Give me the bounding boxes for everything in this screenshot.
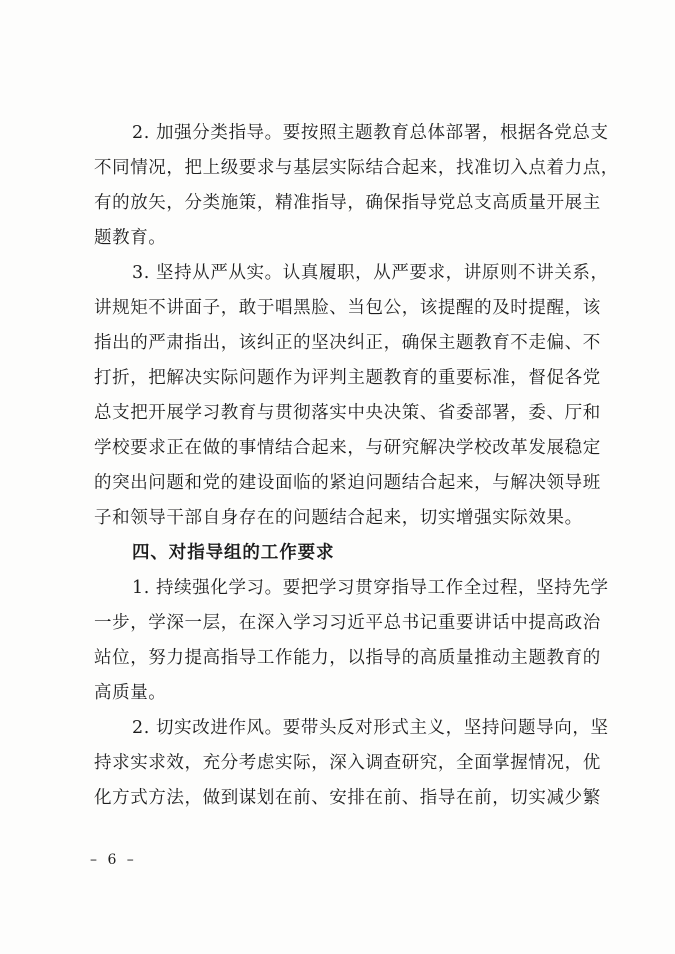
paragraph-line: 题教育。 bbox=[94, 228, 167, 248]
paragraph-line: 子和领导干部自身存在的问题结合起来，切实增强实际效果。 bbox=[94, 508, 583, 528]
paragraph-line: 的突出问题和党的建设面临的紧迫问题结合起来，与解决领导班 bbox=[94, 473, 601, 493]
paragraph-line: 一步，学深一层，在深入学习习近平总书记重要讲话中提高政治 bbox=[94, 613, 601, 633]
paragraph-line: 总支把开展学习教育与贯彻落实中央决策、省委部署，委、厅和 bbox=[94, 403, 601, 423]
paragraph-line: 站位，努力提高指导工作能力，以指导的高质量推动主题教育的 bbox=[94, 648, 601, 668]
paragraph-line: 有的放矢，分类施策，精准指导，确保指导党总支高质量开展主 bbox=[94, 193, 601, 213]
paragraph-line: 2. 加强分类指导。要按照主题教育总体部署，根据各党总支 bbox=[132, 123, 609, 143]
paragraph-line: 不同情况，把上级要求与基层实际结合起来，找准切入点着力点， bbox=[94, 158, 619, 178]
paragraph-line: 打折，把解决实际问题作为评判主题教育的重要标准，督促各党 bbox=[94, 368, 601, 388]
paragraph-line: 持求实求效，充分考虑实际，深入调查研究，全面掌握情况，优 bbox=[94, 753, 601, 773]
paragraph-line: 高质量。 bbox=[94, 683, 167, 703]
paragraph-line: 化方式方法，做到谋划在前、安排在前、指导在前，切实减少繁 bbox=[94, 788, 601, 808]
page-number: – 6 – bbox=[90, 852, 137, 868]
paragraph-line: 讲规矩不讲面子，敢于唱黑脸、当包公，该提醒的及时提醒，该 bbox=[94, 298, 601, 318]
paragraph-line: 指出的严肃指出，该纠正的坚决纠正，确保主题教育不走偏、不 bbox=[94, 333, 601, 353]
section-heading: 四、对指导组的工作要求 bbox=[132, 543, 335, 563]
paragraph-line: 3. 坚持从严从实。认真履职，从严要求，讲原则不讲关系， bbox=[132, 263, 609, 283]
paragraph-line: 2. 切实改进作风。要带头反对形式主义，坚持问题导向，坚 bbox=[132, 718, 609, 738]
paragraph-line: 1. 持续强化学习。要把学习贯穿指导工作全过程，坚持先学 bbox=[132, 578, 609, 598]
paragraph-line: 学校要求正在做的事情结合起来，与研究解决学校改革发展稳定 bbox=[94, 438, 601, 458]
